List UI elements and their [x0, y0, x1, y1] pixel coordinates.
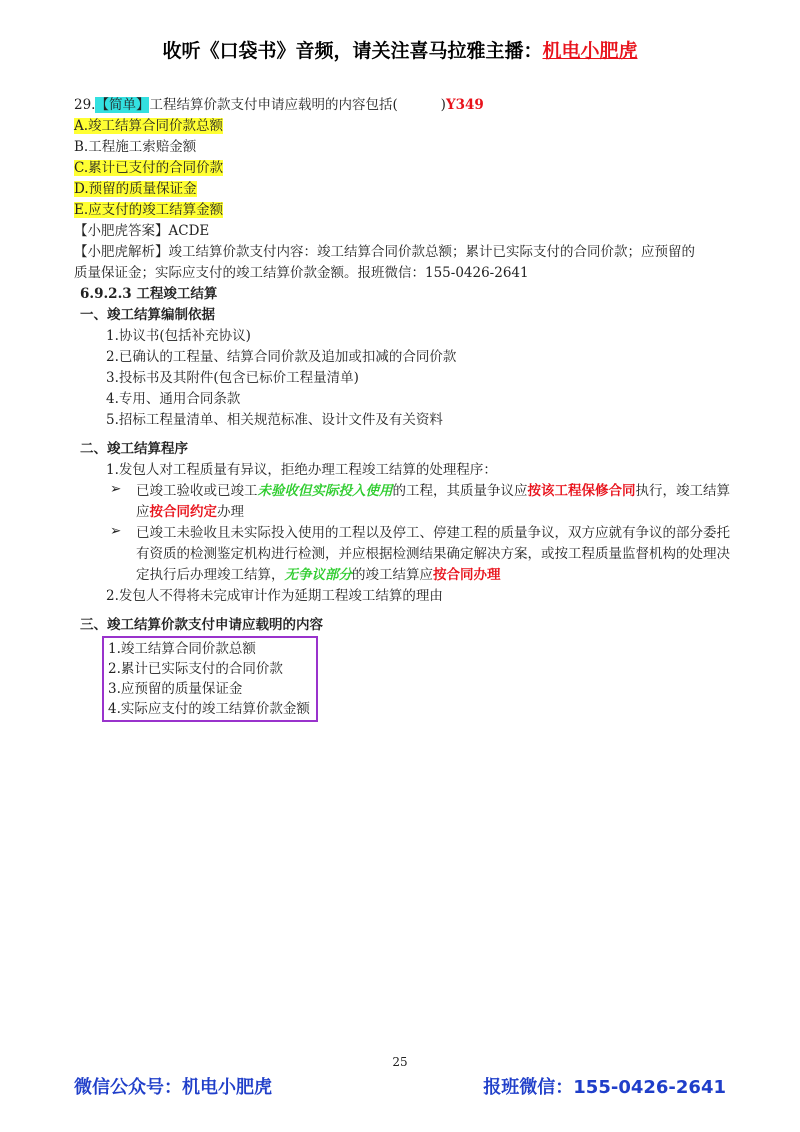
part3-heading: 三、竣工结算价款支付申请应载明的内容 [80, 617, 323, 633]
part1-item-3: 3.投标书及其附件(包含已标价工程量清单) [106, 370, 359, 386]
header-anchor-name[interactable]: 机电小肥虎 [542, 40, 638, 62]
arrow-bullet-icon: ➢ [110, 481, 122, 497]
option-c: C.累计已支付的合同价款 [74, 160, 224, 176]
question-code: Y349 [445, 97, 484, 113]
page-number: 25 [392, 1055, 408, 1069]
part1-item-4: 4.专用、通用合同条款 [106, 391, 241, 407]
part1-item-1: 1.协议书(包括补充协议) [106, 328, 251, 344]
section-title: 6.9.2.3 工程竣工结算 [80, 286, 218, 302]
part3-highlight-box [102, 636, 318, 722]
footer-wechat-account: 微信公众号：机电小肥虎 [74, 1077, 272, 1098]
question-stem: 工程结算价款支付申请应载明的内容包括( [149, 97, 398, 113]
analysis-line-1: 【小肥虎解析】竣工结算价款支付内容：竣工结算合同价款总额；累计已实际支付的合同价款；应预留的 [74, 244, 695, 260]
part3-item-1: 1.竣工结算合同价款总额 [108, 641, 256, 657]
question-blank: ) [397, 97, 446, 113]
part3-item-4: 4.实际应支付的竣工结算价款金额 [108, 701, 310, 717]
part2-item-2: 2.发包人不得将未完成审计作为延期工程竣工结算的理由 [106, 588, 443, 604]
part3-item-2: 2.累计已实际支付的合同价款 [108, 661, 283, 677]
part1-item-5: 5.招标工程量清单、相关规范标准、设计文件及有关资料 [106, 412, 443, 428]
option-e: E.应支付的竣工结算金额 [74, 202, 224, 218]
part1-item-2: 2.已确认的工程量、结算合同价款及追加或扣减的合同价款 [106, 349, 457, 365]
question-line [74, 95, 734, 116]
answer-line: 【小肥虎答案】ACDE [74, 223, 210, 239]
part2-bullet-2: ➢ 已竣工未验收且未实际投入使用的工程以及停工、停建工程的质量争议，双方应就有争议的部分委托有资质的检测鉴定机构进行检测，并应根据检测结果确定解决方案，或按工程质量监督机构的处理决定执行后办理竣工结算，无争议部分的竣工结算应按合同办理 [110, 523, 730, 583]
part1-heading: 一、竣工结算编制依据 [80, 307, 215, 323]
option-d: D.预留的质量保证金 [74, 181, 197, 197]
analysis-line-2: 质量保证金；实际应支付的竣工结算价款金额。报班微信：155-0426-2641 [74, 265, 529, 281]
arrow-bullet-icon: ➢ [110, 523, 122, 539]
footer-enroll-contact: 报班微信：155-0426-2641 [483, 1077, 726, 1098]
part3-item-3: 3.应预留的质量保证金 [108, 681, 243, 697]
header-prefix: 收听《口袋书》音频，请关注喜马拉雅主播： [162, 40, 543, 62]
question-number: 29. [74, 97, 96, 113]
option-a: A.竣工结算合同价款总额 [74, 118, 224, 134]
page-header [0, 36, 800, 63]
part2-bullet-1: ➢ 已竣工验收或已竣工未验收但实际投入使用的工程，其质量争议应按该工程保修合同执行，竣工结算应按合同约定办理 [110, 481, 730, 520]
option-b: B.工程施工索赔金额 [74, 139, 197, 155]
page-content [74, 95, 734, 722]
part2-item-1: 1.发包人对工程质量有异议，拒绝办理工程竣工结算的处理程序： [106, 462, 497, 478]
part2-heading: 二、竣工结算程序 [80, 441, 188, 457]
difficulty-tag: 【简单】 [95, 97, 150, 113]
